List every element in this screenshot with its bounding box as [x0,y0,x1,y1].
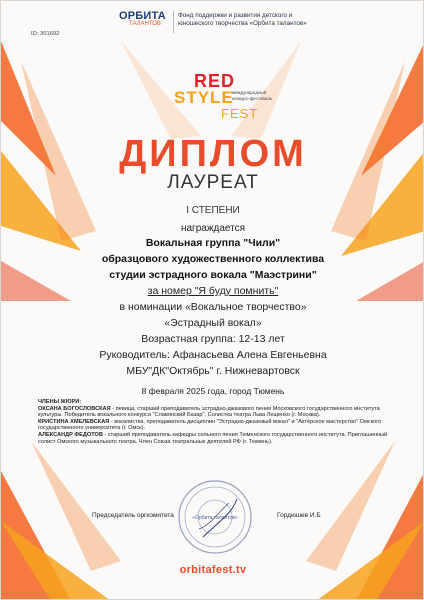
organization-text: Фонд поддержки и развития детского и юношеского творчества «Орбита талантов» [178,12,307,27]
logo-main-text: ОРБИТА [119,10,166,22]
jury-heading: ЧЛЕНЫ ЖЮРИ: [38,399,82,405]
recipient-line-2: образцового художественного коллектива [101,253,325,265]
jury-member-1: ОКСАНА БОГОСЛОВСКАЯ - певица, старший преподаватель эстрадно-джазового пения Московского государственного института культуры. Победитель вокального конкурса "Славянский Базар". Солистка театра Льва Лещенко (г. Москва). [38,405,380,419]
festival-subtitle: международный конкурс-фестиваль [232,90,273,101]
date-place: 8 февраля 2025 года, город Тюмень [141,386,285,396]
performance-line [1,285,424,297]
performance-title: за номер "Я буду помнить" [147,285,279,297]
signature-right-name: Гордюшев И.Б [277,512,321,519]
document-number: ID: 301692 [31,31,60,37]
festival-word-red: RED [194,71,236,91]
laureate-label: ЛАУРЕАТ [167,172,259,193]
logo-sub-text: ТАЛАНТОВ [129,21,161,27]
recipient-line-3: студии эстрадного вокала "Маэстрини" [109,269,317,281]
footer-url: orbitafest.tv [179,564,247,576]
signature-left-label: Председатель оргкомитета [92,512,174,519]
diploma-title: ДИПЛОМ [119,133,307,175]
recipient-line-1: Вокальная группа "Чили" [145,237,281,249]
festival-word-style: STYLE [174,88,234,107]
seal-text: «Орбита талантов» [192,515,238,521]
degree-label: I СТЕПЕНИ [186,205,240,216]
leader: Руководитель: Афанасьева Алена Евгеньевна [99,349,327,361]
age-group: Возрастная группа: 12-13 лет [141,333,285,345]
header-divider [173,11,174,33]
jury-member-2: КРИСТИНА ХМЕЛЕВСКАЯ - вокалистка, преподаватель дисциплин "Эстрадно-джазовый вокал" и "Актёрское мастерство" Омского государственного университета (г. Омск). [38,418,382,432]
institution: МБУ"ДК"Октябрь" г. Нижневартовск [126,365,300,377]
jury-member-3: АЛЕКСАНДР ФЕДОТОВ - старший преподаватель кафедры сольного пения Тюменского государственного института. Приглашенный солист Омского музыкального театра. Член Союза театральных деятелей РФ (г. Тюмень). [38,431,388,445]
nomination-line-2: «Эстрадный вокал» [164,317,262,329]
festival-word-fest: FEST [221,106,259,121]
official-seal [177,479,253,555]
jury-block [38,399,393,445]
awarded-label: награждается [180,223,246,234]
orbita-logo [119,10,171,30]
nomination-line-1: в номинации «Вокальное творчество» [119,301,307,313]
festival-logo [166,71,276,126]
